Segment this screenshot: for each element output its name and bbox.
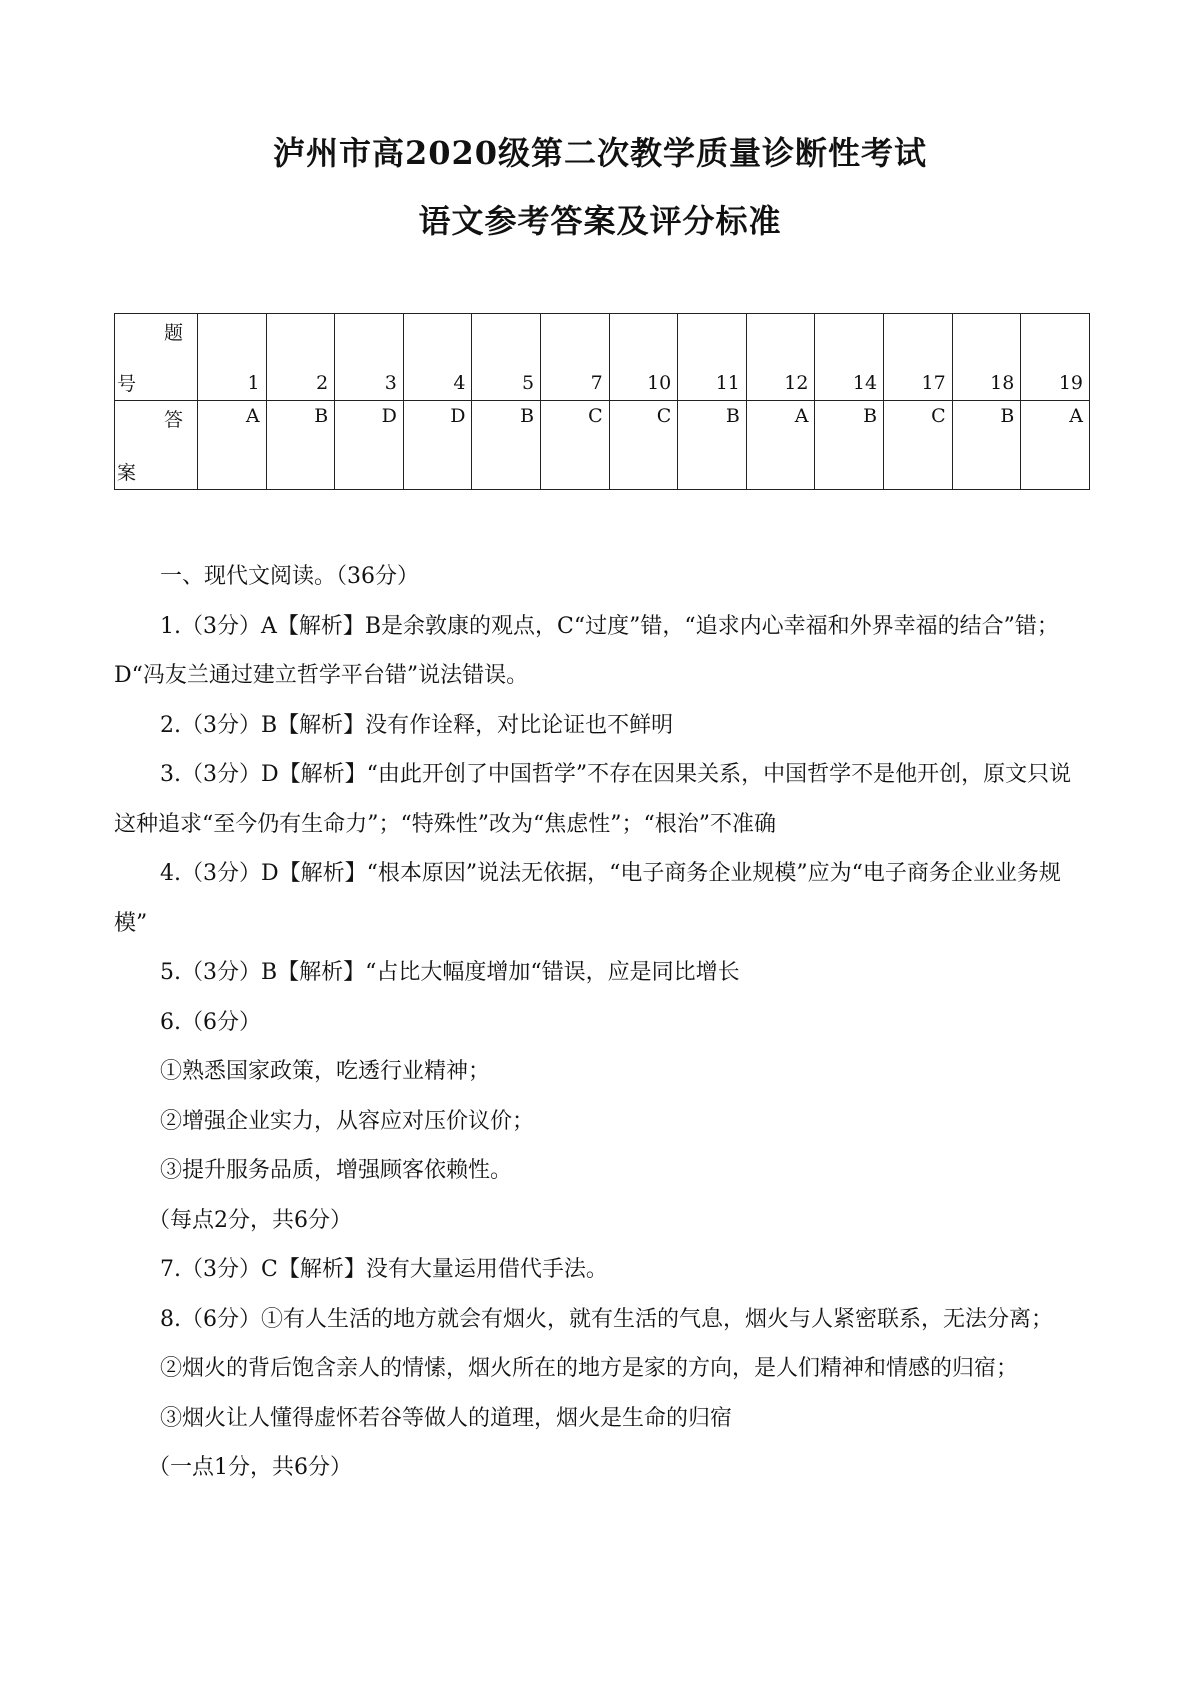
- question-number-row: [115, 314, 1090, 401]
- question-8-point-1: 8.（6分）①有人生活的地方就会有烟火，就有生活的气息，烟火与人紧密联系，无法分离；: [160, 1306, 1053, 1332]
- question-1-explanation: 1.（3分）A【解析】B是余敦康的观点，C“过度”错，“追求内心幸福和外界幸福的结合”错；D“冯友兰通过建立哲学平台错”说法错误。: [114, 613, 1059, 688]
- question-number-cell: 1: [198, 314, 267, 401]
- question-number-cell: 2: [266, 314, 335, 401]
- question-3-explanation: 3.（3分）D【解析】“由此开创了中国哲学”不存在因果关系，中国哲学不是他开创，原文只说这种追求“至今仍有生命力”；“特殊性”改为“焦虑性”；“根治”不准确: [114, 762, 1072, 837]
- answer-cell: C: [541, 401, 610, 490]
- answer-cell: A: [746, 401, 815, 490]
- header-char-top: 题: [163, 322, 183, 344]
- question-number-cell: 10: [609, 314, 678, 401]
- answer-cell: B: [472, 401, 541, 490]
- answer-header: [115, 401, 198, 490]
- question-number-cell: 7: [541, 314, 610, 401]
- question-number-cell: 12: [746, 314, 815, 401]
- question-number-cell: 5: [472, 314, 541, 401]
- question-6-scoring: （每点2分，共6分）: [148, 1207, 352, 1233]
- page-title: 泸州市高2020级第二次教学质量诊断性考试: [272, 134, 928, 172]
- question-6-point-2: ②增强企业实力，从容应对压价议价；: [160, 1108, 535, 1134]
- section-heading: 一、现代文阅读。（36分）: [160, 564, 419, 589]
- question-number-cell: 14: [815, 314, 884, 401]
- answer-cell: A: [198, 401, 267, 490]
- question-7-explanation: 7.（3分）C【解析】没有大量运用借代手法。: [160, 1257, 608, 1282]
- question-4-explanation: 4.（3分）D【解析】“根本原因”说法无依据，“电子商务企业规模”应为“电子商务企业业务规模”: [114, 861, 1061, 936]
- answer-cell: D: [335, 401, 404, 490]
- question-number-cell: 4: [403, 314, 472, 401]
- question-2-explanation: 2.（3分）B【解析】没有作诠释，对比论证也不鲜明: [160, 712, 674, 738]
- header-char-bottom: 案: [117, 462, 137, 484]
- answer-cell: B: [266, 401, 335, 490]
- question-number-cell: 17: [884, 314, 953, 401]
- answer-explanations: [114, 552, 1092, 1493]
- answer-table: [114, 313, 1090, 490]
- question-8-scoring: （一点1分，共6分）: [148, 1455, 352, 1480]
- question-number-cell: 11: [678, 314, 747, 401]
- answer-cell: D: [403, 401, 472, 490]
- header-char-bottom: 号: [117, 373, 137, 395]
- answer-cell: B: [678, 401, 747, 490]
- question-6-heading: 6.（6分）: [160, 1009, 261, 1035]
- question-8-point-2: ②烟火的背后饱含亲人的情愫，烟火所在的地方是家的方向，是人们精神和情感的归宿；: [160, 1356, 1019, 1381]
- question-6-point-1: ①熟悉国家政策，吃透行业精神；: [160, 1059, 491, 1084]
- answer-cell: A: [1021, 401, 1090, 490]
- question-5-explanation: 5.（3分）B【解析】“占比大幅度增加“错误，应是同比增长: [160, 960, 740, 985]
- header-char-top: 答: [163, 409, 183, 431]
- answer-cell: C: [609, 401, 678, 490]
- page-subtitle: 语文参考答案及评分标准: [418, 202, 782, 240]
- question-number-cell: 18: [952, 314, 1021, 401]
- answer-cell: B: [815, 401, 884, 490]
- question-number-cell: 3: [335, 314, 404, 401]
- answer-cell: B: [952, 401, 1021, 490]
- answer-row: [115, 401, 1090, 490]
- question-number-header: [115, 314, 198, 401]
- question-number-cell: 19: [1021, 314, 1090, 401]
- answer-cell: C: [884, 401, 953, 490]
- question-6-point-3: ③提升服务品质，增强顾客依赖性。: [160, 1158, 513, 1183]
- question-8-point-3: ③烟火让人懂得虚怀若谷等做人的道理，烟火是生命的归宿: [160, 1405, 733, 1431]
